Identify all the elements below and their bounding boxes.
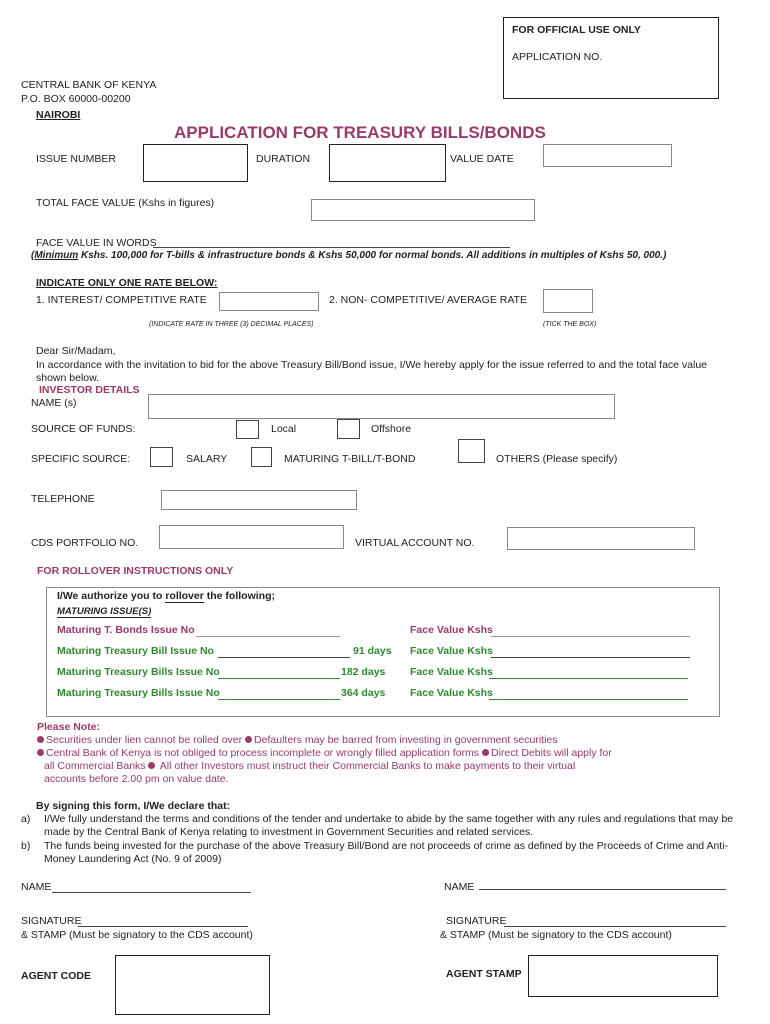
bill-91-issue-input[interactable] <box>218 657 350 658</box>
signature-input-right[interactable] <box>504 926 726 927</box>
declaration-marker: a) <box>21 813 31 825</box>
authorize-rollover: rollover <box>165 590 204 602</box>
bullet-icon <box>37 749 44 756</box>
investor-details-heading: INVESTOR DETAILS <box>39 384 140 396</box>
address-line2: P.O. BOX 60000-00200 <box>21 93 131 105</box>
cds-portfolio-label: CDS PORTFOLIO NO. <box>31 537 139 549</box>
names-input[interactable] <box>148 394 615 419</box>
salary-label: SALARY <box>186 453 228 465</box>
total-face-value-input[interactable] <box>311 199 535 221</box>
note-text: all Commercial Banks <box>44 760 149 772</box>
note-line-2 <box>37 747 612 759</box>
minimum-note-emphasis: Minimum <box>34 250 79 261</box>
offshore-checkbox[interactable] <box>337 419 360 439</box>
stamp-note-right: & STAMP (Must be signatory to the CDS account) <box>440 929 672 941</box>
others-checkbox[interactable] <box>458 439 485 463</box>
agent-stamp-box[interactable] <box>528 955 718 997</box>
maturing-checkbox[interactable] <box>251 447 272 467</box>
bill-182-issue-input[interactable] <box>218 678 340 679</box>
declaration-marker: b) <box>21 840 31 852</box>
minimum-note-prefix: ( <box>31 250 35 261</box>
agent-code-label: AGENT CODE <box>21 970 92 982</box>
face-value-words-label: FACE VALUE IN WORDS <box>36 237 157 249</box>
rollover-row-face-label: Face Value Kshs <box>410 666 493 678</box>
bill-91-face-value-input[interactable] <box>491 657 690 658</box>
declaration-item: I/We fully understand the terms and conditions of the tender and undertake to abide by the same together with any rules and regulations that may be made by the Central Bank of Kenya relating to investment in Government Securities and related services. <box>44 813 734 838</box>
minimum-note <box>31 250 666 261</box>
agent-code-input[interactable] <box>115 955 270 1015</box>
note-line-1 <box>37 734 558 746</box>
note-text: All other Investors must instruct their Commercial Banks to make payments to their virtual <box>157 760 576 772</box>
note-text: Direct Debits will apply for <box>490 747 612 759</box>
address-city: NAIROBI <box>36 109 81 121</box>
competitive-rate-input[interactable] <box>219 292 319 311</box>
bill-364-issue-input[interactable] <box>218 699 340 700</box>
bullet-icon <box>245 736 252 743</box>
competitive-rate-label: 1. INTEREST/ COMPETITIVE RATE <box>36 294 207 306</box>
rollover-row-face-label: Face Value Kshs <box>410 687 493 699</box>
application-no-label: APPLICATION NO. <box>512 51 603 63</box>
rollover-row-days: 364 days <box>341 687 386 699</box>
name-label-right: NAME <box>444 881 475 893</box>
agent-stamp-label: AGENT STAMP <box>446 968 522 980</box>
virtual-account-input[interactable] <box>507 527 695 550</box>
signature-label-right: SIGNATURE <box>446 915 507 927</box>
maturing-label: MATURING T-BILL/T-BOND <box>284 453 416 465</box>
local-label: Local <box>271 423 297 435</box>
stamp-note-left: & STAMP (Must be signatory to the CDS account) <box>21 929 253 941</box>
salary-checkbox[interactable] <box>150 447 173 467</box>
rollover-row-days: 91 days <box>353 645 392 657</box>
official-use-heading: FOR OFFICIAL USE ONLY <box>512 24 641 36</box>
virtual-account-label: VIRTUAL ACCOUNT NO. <box>355 537 475 549</box>
bond-issue-input[interactable] <box>196 636 340 637</box>
note-text: Securities under lien cannot be rolled over <box>46 734 246 746</box>
name-input-right[interactable] <box>479 889 726 890</box>
local-checkbox[interactable] <box>236 420 259 439</box>
names-label: NAME (s) <box>31 397 77 409</box>
declaration-item: The funds being invested for the purchase of the above Treasury Bill/Bond are not proceeds of crime as defined by the Proceeds of Crime and Anti- Money Laundering Act (No. 9 of 2009) <box>44 840 729 865</box>
offshore-label: Offshore <box>371 423 412 435</box>
notes-heading: Please Note: <box>37 721 101 733</box>
rollover-row-label: Maturing Treasury Bills Issue No <box>57 666 220 678</box>
value-date-label: VALUE DATE <box>450 153 514 165</box>
non-competitive-checkbox[interactable] <box>543 289 593 313</box>
bill-182-face-value-input[interactable] <box>489 678 688 679</box>
note-line-4: accounts before 2.00 pm on value date. <box>44 773 229 785</box>
signature-label-left: SIGNATURE <box>21 915 82 927</box>
name-input-left[interactable] <box>52 892 251 893</box>
face-value-words-input[interactable] <box>153 247 510 248</box>
name-label-left: NAME <box>21 881 52 893</box>
rollover-row-label: Maturing Treasury Bill Issue No <box>57 645 214 657</box>
duration-input[interactable] <box>329 144 446 182</box>
rollover-row-label: Maturing Treasury Bills Issue No <box>57 687 220 699</box>
issue-number-label: ISSUE NUMBER <box>36 153 116 165</box>
telephone-label: TELEPHONE <box>31 493 95 505</box>
page-title: APPLICATION FOR TREASURY BILLS/BONDS <box>174 123 546 142</box>
note-text: Central Bank of Kenya is not obliged to process incomplete or wrongly filled application forms <box>46 747 482 759</box>
bullet-icon <box>37 736 44 743</box>
specific-source-label: SPECIFIC SOURCE: <box>31 453 131 465</box>
bond-face-value-input[interactable] <box>491 636 690 637</box>
rollover-row-days: 182 days <box>341 666 386 678</box>
cds-portfolio-input[interactable] <box>159 525 344 549</box>
salutation: Dear Sir/Madam, <box>36 345 116 357</box>
value-date-input[interactable] <box>543 144 672 167</box>
application-statement: In accordance with the invitation to bid for the above Treasury Bill/Bond issue, I/We hereby apply for the issue referred to and the total face value shown below. <box>36 359 708 384</box>
total-face-value-label: TOTAL FACE VALUE (Kshs in figures) <box>36 197 215 209</box>
rollover-heading: FOR ROLLOVER INSTRUCTIONS ONLY <box>37 565 234 577</box>
others-label: OTHERS (Please specify) <box>496 453 618 465</box>
minimum-note-text: Kshs. 100,000 for T-bills & infrastructure bonds & Kshs 50,000 for normal bonds. All additions in multiples of Kshs 50, 000.) <box>78 250 667 261</box>
duration-label: DURATION <box>256 153 311 165</box>
address-line1: CENTRAL BANK OF KENYA <box>21 79 157 91</box>
rates-heading: INDICATE ONLY ONE RATE BELOW: <box>36 277 218 289</box>
rollover-authorize <box>57 590 275 602</box>
bullet-icon <box>482 749 489 756</box>
authorize-text-end: the following; <box>203 590 275 602</box>
non-competitive-hint: (TICK THE BOX) <box>543 321 597 328</box>
signature-input-left[interactable] <box>78 926 248 927</box>
competitive-rate-hint: (INDICATE RATE IN THREE (3) DECIMAL PLACES) <box>149 321 314 328</box>
bullet-icon <box>148 762 155 769</box>
rollover-row-face-label: Face Value Kshs <box>410 624 493 636</box>
source-of-funds-label: SOURCE OF FUNDS: <box>31 423 136 435</box>
declaration-heading: By signing this form, I/We declare that: <box>36 800 231 812</box>
rollover-row-face-label: Face Value Kshs <box>410 645 493 657</box>
note-text: Defaulters may be barred from investing in government securities <box>254 734 558 746</box>
non-competitive-rate-label: 2. NON- COMPETITIVE/ AVERAGE RATE <box>329 294 527 306</box>
rollover-row-label: Maturing T. Bonds Issue No <box>57 624 195 636</box>
telephone-input[interactable] <box>161 490 357 510</box>
issue-number-input[interactable] <box>143 144 248 182</box>
maturing-issues-heading: MATURING ISSUE(S) <box>57 606 152 617</box>
bill-364-face-value-input[interactable] <box>489 699 688 700</box>
note-line-3 <box>44 760 575 772</box>
authorize-text: I/We authorize you to <box>57 590 166 602</box>
